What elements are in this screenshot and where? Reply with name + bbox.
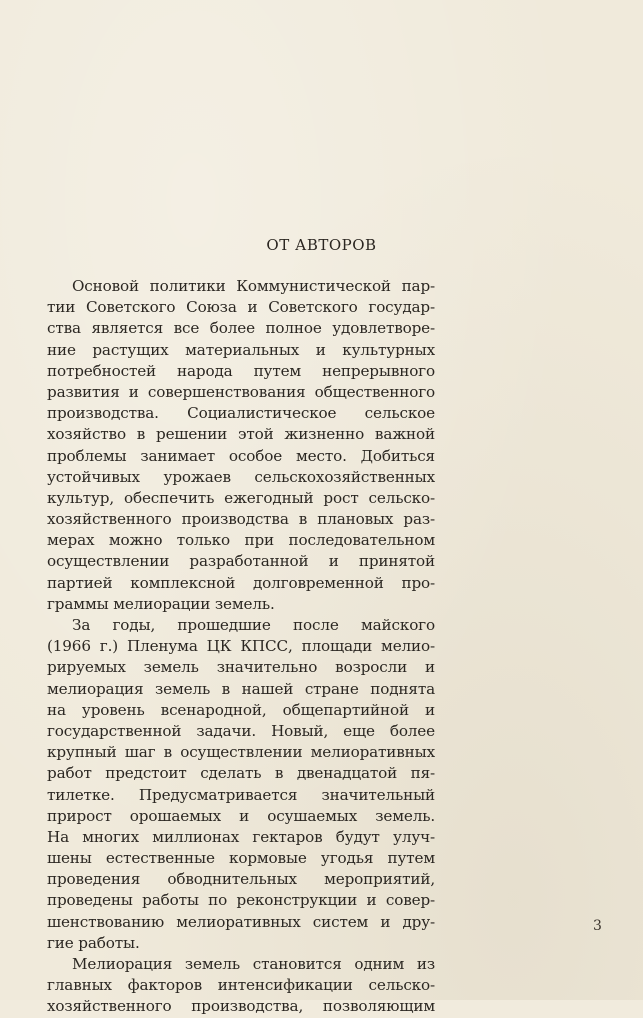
page-number: 3 [593, 918, 602, 934]
text-line: хозяйственного производства, позволяющим [47, 997, 435, 1016]
text-line: работ предстоит сделать в двенадцатой пя- [47, 764, 435, 783]
text-line: ства является все более полное удовлетворе- [47, 319, 435, 338]
text-line: За годы, прошедшие после майского [72, 616, 435, 634]
text-line: хозяйственного производства в плановых раз- [47, 510, 435, 529]
body-text [47, 276, 435, 1018]
text-line: хозяйство в решении этой жизненно важной [47, 425, 435, 444]
text-line: устойчивых урожаев сельскохозяйственных [47, 467, 435, 486]
text-line: культур, обеспечить ежегодный рост сельско- [47, 488, 435, 507]
text-line: государственной задачи. Новый, еще более [47, 721, 435, 740]
text-line: Мелиорация земель становится одним из [72, 955, 435, 973]
text-line: тилетке. Предусматривается значительный [47, 785, 435, 804]
text-line: на уровень всенародной, общепартийной и [47, 700, 435, 719]
text-line: рируемых земель значительно возросли и [47, 658, 435, 677]
text-line: мерах можно только при последовательном [47, 531, 435, 550]
text-line: потребностей народа путем непрерывного [47, 361, 435, 380]
text-line: главных факторов интенсификации сельско- [47, 976, 435, 995]
text-line: мелиорация земель в нашей стране поднята [47, 679, 435, 698]
text-line: проведения обводнительных мероприятий, [47, 870, 435, 889]
text-line: Основой политики Коммунистической пар- [72, 277, 435, 295]
text-line: производства. Социалистическое сельское [47, 404, 435, 423]
text-line: шены естественные кормовые угодья путем [47, 849, 435, 868]
text-line: шенствованию мелиоративных систем и дру- [47, 912, 435, 931]
text-line: развития и совершенствования общественного [47, 382, 435, 401]
text-line: гие работы. [47, 933, 140, 952]
text-line: прирост орошаемых и осушаемых земель. [47, 806, 435, 825]
section-heading: ОТ АВТОРОВ [266, 236, 377, 254]
text-line: ние растущих материальных и культурных [47, 340, 435, 359]
text-line: крупный шаг в осуществлении мелиоративных [47, 743, 435, 762]
text-line: партией комплексной долговременной про- [47, 573, 435, 592]
text-line: (1966 г.) Пленума ЦК КПСС, площади мелио- [47, 637, 435, 656]
text-line: проведены работы по реконструкции и совер- [47, 891, 435, 910]
text-line: граммы мелиорации земель. [47, 594, 275, 613]
text-line: осуществлении разработанной и принятой [47, 552, 435, 571]
text-line: проблемы занимает особое место. Добиться [47, 446, 435, 465]
text-line: тии Советского Союза и Советского государ- [47, 298, 435, 317]
text-line: На многих миллионах гектаров будут улуч- [47, 827, 435, 846]
